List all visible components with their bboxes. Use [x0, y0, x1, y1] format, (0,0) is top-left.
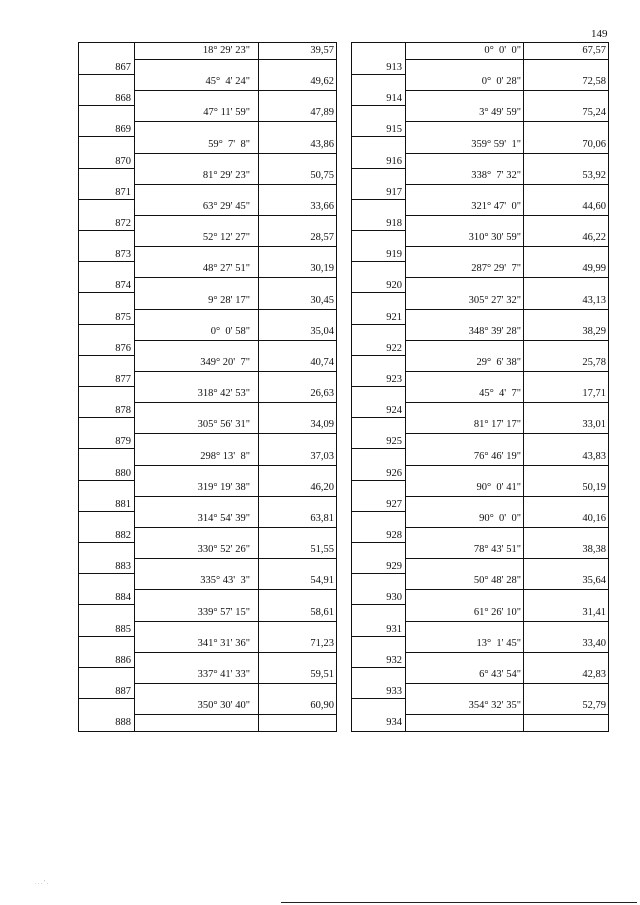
angle-cell: 59° 7' 8" — [208, 138, 250, 150]
row-rule — [405, 277, 608, 278]
angle-cell: 81° 29' 23" — [202, 169, 250, 181]
row-rule — [405, 59, 608, 60]
distance-cell: 31,41 — [582, 606, 606, 618]
point-id-cell: 927 — [386, 498, 402, 510]
bottom-rule — [281, 902, 637, 903]
point-id-cell: 913 — [386, 62, 402, 73]
point-id-cell: 869 — [115, 124, 131, 136]
row-rule — [405, 714, 608, 715]
distance-cell: 54,91 — [310, 575, 334, 587]
angle-cell: 29° 6' 38" — [476, 357, 521, 368]
angle-cell: 354° 32' 35" — [468, 700, 521, 712]
survey-table-left — [78, 42, 337, 732]
row-rule — [134, 433, 336, 434]
row-rule — [134, 652, 336, 653]
point-rule — [79, 386, 134, 387]
column-divider — [523, 43, 524, 731]
scan-speck: . . . ' . — [35, 880, 49, 886]
point-rule — [79, 168, 134, 169]
row-rule — [405, 90, 608, 91]
survey-table-right — [351, 42, 609, 732]
point-id-cell: 915 — [386, 124, 402, 136]
angle-cell: 50° 48' 28" — [473, 575, 521, 587]
point-rule — [79, 355, 134, 356]
point-id-cell: 881 — [115, 498, 131, 510]
angle-cell: 78° 43' 51" — [473, 544, 521, 556]
point-rule — [352, 573, 405, 574]
row-rule — [134, 215, 336, 216]
column-divider — [258, 43, 259, 731]
row-rule — [134, 621, 336, 622]
distance-cell: 71,23 — [310, 637, 334, 649]
distance-cell: 35,64 — [582, 575, 606, 587]
row-rule — [405, 621, 608, 622]
distance-cell: 25,78 — [582, 357, 606, 368]
angle-cell: 310° 30' 59" — [468, 232, 521, 244]
point-id-cell: 928 — [386, 530, 402, 541]
row-rule — [405, 402, 608, 403]
point-id-cell: 879 — [115, 436, 131, 448]
distance-cell: 33,40 — [582, 637, 606, 649]
point-rule — [352, 480, 405, 481]
angle-cell: 338° 7' 32" — [471, 169, 521, 181]
point-rule — [79, 698, 134, 699]
distance-cell: 47,89 — [310, 107, 334, 119]
distance-cell: 46,20 — [310, 481, 334, 493]
point-rule — [79, 448, 134, 449]
point-rule — [352, 542, 405, 543]
distance-cell: 39,57 — [310, 45, 334, 56]
column-divider — [405, 43, 406, 731]
angle-cell: 6° 43' 54" — [479, 669, 521, 680]
row-rule — [134, 121, 336, 122]
angle-cell: 90° 0' 0" — [479, 513, 521, 524]
distance-cell: 43,13 — [582, 294, 606, 306]
row-rule — [405, 246, 608, 247]
row-rule — [134, 153, 336, 154]
row-rule — [405, 215, 608, 216]
point-id-cell: 924 — [386, 405, 402, 417]
angle-cell: 335° 43' 3" — [200, 575, 250, 587]
point-id-cell: 876 — [115, 342, 131, 354]
point-id-cell: 873 — [115, 249, 131, 261]
angle-cell: 318° 42' 53" — [197, 388, 250, 400]
distance-cell: 70,06 — [582, 138, 606, 150]
point-rule — [352, 604, 405, 605]
point-rule — [352, 230, 405, 231]
distance-cell: 34,09 — [310, 419, 334, 431]
point-id-cell: 880 — [115, 467, 131, 479]
row-rule — [134, 496, 336, 497]
row-rule — [405, 309, 608, 310]
distance-cell: 75,24 — [582, 107, 606, 119]
angle-cell: 305° 56' 31" — [197, 419, 250, 431]
row-rule — [405, 558, 608, 559]
angle-cell: 13° 1' 45" — [476, 637, 521, 649]
point-rule — [352, 292, 405, 293]
point-rule — [79, 480, 134, 481]
point-rule — [79, 604, 134, 605]
row-rule — [134, 683, 336, 684]
row-rule — [134, 714, 336, 715]
point-rule — [352, 386, 405, 387]
row-rule — [134, 246, 336, 247]
point-rule — [352, 448, 405, 449]
distance-cell: 42,83 — [582, 669, 606, 680]
angle-cell: 0° 0' 58" — [210, 325, 250, 337]
point-rule — [79, 292, 134, 293]
column-divider — [134, 43, 135, 731]
point-id-cell: 925 — [386, 436, 402, 448]
angle-cell: 305° 27' 32" — [468, 294, 521, 306]
point-rule — [352, 136, 405, 137]
point-rule — [79, 511, 134, 512]
point-id-cell: 877 — [115, 374, 131, 385]
row-rule — [405, 527, 608, 528]
angle-cell: 330° 52' 26" — [197, 544, 250, 556]
row-rule — [405, 496, 608, 497]
angle-cell: 9° 28' 17" — [208, 294, 250, 306]
point-rule — [352, 355, 405, 356]
point-rule — [79, 136, 134, 137]
distance-cell: 67,57 — [582, 45, 606, 56]
point-rule — [352, 168, 405, 169]
angle-cell: 63° 29' 45" — [202, 201, 250, 212]
point-id-cell: 878 — [115, 405, 131, 417]
point-rule — [352, 261, 405, 262]
point-id-cell: 884 — [115, 592, 131, 604]
distance-cell: 40,74 — [310, 357, 334, 368]
distance-cell: 59,51 — [310, 669, 334, 680]
distance-cell: 35,04 — [310, 325, 334, 337]
point-id-cell: 922 — [386, 342, 402, 354]
point-id-cell: 931 — [386, 623, 402, 635]
point-id-cell: 868 — [115, 93, 131, 105]
row-rule — [405, 683, 608, 684]
row-rule — [134, 309, 336, 310]
angle-cell: 45° 4' 7" — [479, 388, 521, 400]
point-id-cell: 920 — [386, 280, 402, 292]
distance-cell: 63,81 — [310, 513, 334, 524]
point-id-cell: 885 — [115, 623, 131, 635]
point-rule — [79, 230, 134, 231]
point-id-cell: 934 — [386, 717, 402, 729]
point-id-cell: 918 — [386, 218, 402, 229]
distance-cell: 44,60 — [582, 201, 606, 212]
row-rule — [134, 402, 336, 403]
point-id-cell: 870 — [115, 155, 131, 167]
point-id-cell: 874 — [115, 280, 131, 292]
distance-cell: 30,45 — [310, 294, 334, 306]
point-rule — [352, 636, 405, 637]
angle-cell: 319° 19' 38" — [197, 481, 250, 493]
point-id-cell: 882 — [115, 530, 131, 541]
angle-cell: 337° 41' 33" — [197, 669, 250, 680]
row-rule — [405, 121, 608, 122]
distance-cell: 46,22 — [582, 232, 606, 244]
row-rule — [405, 371, 608, 372]
point-id-cell: 926 — [386, 467, 402, 479]
point-id-cell: 919 — [386, 249, 402, 261]
distance-cell: 38,38 — [582, 544, 606, 556]
distance-cell: 51,55 — [310, 544, 334, 556]
row-rule — [134, 558, 336, 559]
row-rule — [405, 153, 608, 154]
point-id-cell: 867 — [115, 62, 131, 73]
distance-cell: 43,86 — [310, 138, 334, 150]
angle-cell: 61° 26' 10" — [473, 606, 521, 618]
angle-cell: 52° 12' 27" — [202, 232, 250, 244]
distance-cell: 72,58 — [582, 76, 606, 88]
angle-cell: 359° 59' 1" — [471, 138, 521, 150]
distance-cell: 38,29 — [582, 325, 606, 337]
row-rule — [134, 465, 336, 466]
point-id-cell: 923 — [386, 374, 402, 385]
angle-cell: 321° 47' 0" — [471, 201, 521, 212]
row-rule — [134, 589, 336, 590]
point-rule — [79, 636, 134, 637]
distance-cell: 50,75 — [310, 169, 334, 181]
point-rule — [79, 105, 134, 106]
angle-cell: 48° 27' 51" — [202, 263, 250, 275]
point-rule — [352, 324, 405, 325]
row-rule — [134, 277, 336, 278]
distance-cell: 37,03 — [310, 450, 334, 462]
point-id-cell: 883 — [115, 561, 131, 573]
point-rule — [352, 667, 405, 668]
angle-cell: 45° 4' 24" — [205, 76, 250, 88]
angle-cell: 76° 46' 19" — [473, 450, 521, 462]
angle-cell: 298° 13' 8" — [200, 450, 250, 462]
distance-cell: 49,62 — [310, 76, 334, 88]
angle-cell: 18° 29' 23" — [202, 45, 250, 56]
page-number: 149 — [591, 28, 608, 40]
angle-cell: 3° 49' 59" — [479, 107, 521, 119]
point-rule — [79, 573, 134, 574]
point-id-cell: 914 — [386, 93, 402, 105]
angle-cell: 349° 20' 7" — [200, 357, 250, 368]
row-rule — [405, 589, 608, 590]
point-rule — [79, 667, 134, 668]
point-rule — [352, 698, 405, 699]
angle-cell: 314° 54' 39" — [197, 513, 250, 524]
distance-cell: 52,79 — [582, 700, 606, 712]
distance-cell: 17,71 — [582, 388, 606, 400]
point-id-cell: 875 — [115, 311, 131, 323]
point-rule — [352, 105, 405, 106]
point-rule — [79, 74, 134, 75]
point-rule — [352, 511, 405, 512]
point-rule — [352, 417, 405, 418]
distance-cell: 49,99 — [582, 263, 606, 275]
point-rule — [79, 199, 134, 200]
point-id-cell: 933 — [386, 686, 402, 697]
angle-cell: 287° 29' 7" — [471, 263, 521, 275]
point-rule — [79, 417, 134, 418]
point-id-cell: 932 — [386, 654, 402, 666]
row-rule — [134, 90, 336, 91]
point-id-cell: 917 — [386, 186, 402, 198]
point-id-cell: 886 — [115, 654, 131, 666]
angle-cell: 0° 0' 28" — [481, 76, 521, 88]
point-rule — [352, 199, 405, 200]
point-id-cell: 930 — [386, 592, 402, 604]
point-id-cell: 871 — [115, 186, 131, 198]
row-rule — [405, 340, 608, 341]
angle-cell: 350° 30' 40" — [197, 700, 250, 712]
row-rule — [405, 184, 608, 185]
distance-cell: 33,01 — [582, 419, 606, 431]
point-id-cell: 929 — [386, 561, 402, 573]
distance-cell: 53,92 — [582, 169, 606, 181]
point-rule — [79, 261, 134, 262]
point-id-cell: 872 — [115, 218, 131, 229]
angle-cell: 81° 17' 17" — [473, 419, 521, 431]
angle-cell: 341° 31' 36" — [197, 637, 250, 649]
point-id-cell: 887 — [115, 686, 131, 697]
row-rule — [134, 527, 336, 528]
row-rule — [134, 340, 336, 341]
distance-cell: 26,63 — [310, 388, 334, 400]
angle-cell: 339° 57' 15" — [197, 606, 250, 618]
distance-cell: 58,61 — [310, 606, 334, 618]
point-id-cell: 921 — [386, 311, 402, 323]
row-rule — [405, 433, 608, 434]
row-rule — [134, 371, 336, 372]
row-rule — [134, 59, 336, 60]
distance-cell: 33,66 — [310, 201, 334, 212]
point-rule — [79, 324, 134, 325]
row-rule — [405, 652, 608, 653]
point-id-cell: 916 — [386, 155, 402, 167]
point-rule — [79, 542, 134, 543]
distance-cell: 50,19 — [582, 481, 606, 493]
row-rule — [405, 465, 608, 466]
point-rule — [352, 74, 405, 75]
row-rule — [134, 184, 336, 185]
angle-cell: 90° 0' 41" — [476, 481, 521, 493]
angle-cell: 47° 11' 59" — [203, 107, 250, 119]
distance-cell: 40,16 — [582, 513, 606, 524]
angle-cell: 0° 0' 0" — [484, 45, 521, 56]
distance-cell: 43,83 — [582, 450, 606, 462]
distance-cell: 60,90 — [310, 700, 334, 712]
angle-cell: 348° 39' 28" — [468, 325, 521, 337]
distance-cell: 30,19 — [310, 263, 334, 275]
distance-cell: 28,57 — [310, 232, 334, 244]
point-id-cell: 888 — [115, 717, 131, 729]
